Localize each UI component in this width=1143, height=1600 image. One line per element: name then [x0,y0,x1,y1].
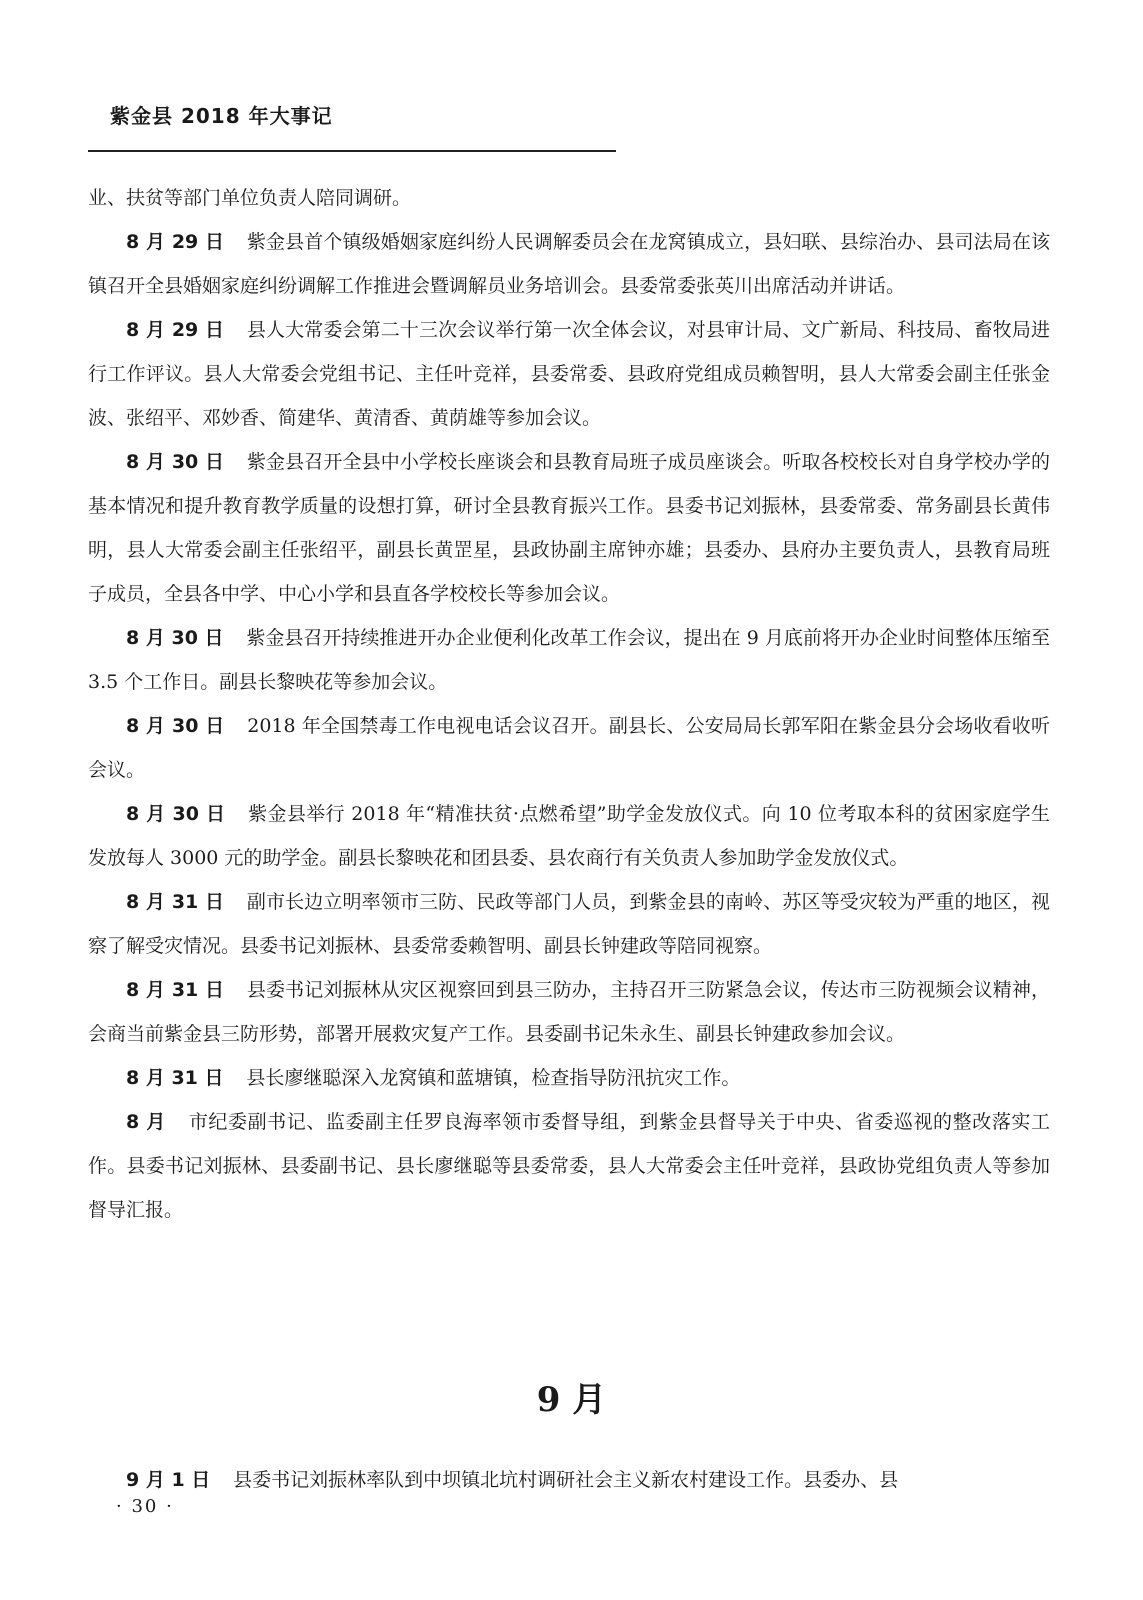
entry-paragraph [88,968,1050,1056]
entry-paragraph [88,616,1050,704]
entry-text: 2018 年全国禁毒工作电视电话会议召开。副县长、公安局局长郭军阳在紫金县分会场收看收听会议。 [88,715,1050,781]
entry-date: 8 月 30 日 [126,803,226,825]
entry-text: 市纪委副书记、监委副主任罗良海率领市委督导组，到紫金县督导关于中央、省委巡视的整改落实工作。县委书记刘振林、县委副书记、县长廖继聪等县委常委，县人大常委会主任叶竞祥，县政协党组负责人等参加督导汇报。 [88,1111,1050,1221]
entry-date: 8 月 30 日 [126,451,225,473]
page-number: · 30 · [116,1496,174,1517]
header-rule [88,150,616,152]
entry-text: 县长廖继聪深入龙窝镇和蓝塘镇，检查指导防汛抗灾工作。 [246,1067,741,1089]
entry-date: 8 月 30 日 [126,715,225,737]
entry-paragraph [88,308,1050,440]
running-head: 紫金县 2018 年大事记 [110,104,333,128]
month-heading: 9 月 [536,1380,607,1420]
entry-text: 紫金县首个镇级婚姻家庭纠纷人民调解委员会在龙窝镇成立，县妇联、县综治办、县司法局在该镇召开全县婚姻家庭纠纷调解工作推进会暨调解员业务培训会。县委常委张英川出席活动并讲话。 [88,231,1050,297]
entry-date: 8 月 29 日 [126,319,225,341]
entry-date: 9 月 1 日 [126,1469,211,1491]
entry-paragraph [88,704,1050,792]
entry-text: 县委书记刘振林率队到中坝镇北坑村调研社会主义新农村建设工作。县委办、县 [233,1469,899,1491]
entry-paragraph [88,880,1050,968]
entry-text: 紫金县召开全县中小学校长座谈会和县教育局班子成员座谈会。听取各校校长对自身学校办学的基本情况和提升教育教学质量的设想打算，研讨全县教育振兴工作。县委书记刘振林，县委常委、常务副县长黄伟明，县人大常委会副主任张绍平，副县长黄罡星，县政协副主席钟亦雄；县委办、县府办主要负责人，县教育局班子成员，全县各中学、中心小学和县直各学校校长等参加会议。 [88,451,1050,605]
entry-text: 副市长边立明率领市三防、民政等部门人员，到紫金县的南岭、苏区等受灾较为严重的地区，视察了解受灾情况。县委书记刘振林、县委常委赖智明、副县长钟建政等陪同视察。 [88,891,1050,957]
entry-date: 8 月 30 日 [126,627,224,649]
entry-date: 8 月 31 日 [126,891,225,913]
entry-paragraph [88,792,1050,880]
entry-date: 8 月 29 日 [126,231,225,253]
continuation-paragraph: 业、扶贫等部门单位负责人陪同调研。 [88,187,412,209]
entry-text: 县委书记刘振林从灾区视察回到县三防办，主持召开三防紧急会议，传达市三防视频会议精神，会商当前紫金县三防形势，部署开展救灾复产工作。县委副书记朱永生、副县长钟建政参加会议。 [88,979,1050,1045]
entry-paragraph [88,1100,1050,1232]
entry-paragraph [88,1458,1050,1502]
body-text [88,176,1050,1232]
entry-date: 8 月 31 日 [126,1067,224,1089]
entry-text: 紫金县举行 2018 年“精准扶贫·点燃希望”助学金发放仪式。向 10 位考取本科的贫困家庭学生发放每人 3000 元的助学金。副县长黎映花和团县委、县农商行有关负责人参加助学金发放仪式。 [88,803,1050,869]
entry-text: 紫金县召开持续推进开办企业便利化改革工作会议，提出在 9 月底前将开办企业时间整体压缩至 3.5 个工作日。副县长黎映花等参加会议。 [88,627,1050,693]
entry-paragraph [88,1056,1050,1100]
entry-text: 县人大常委会第二十三次会议举行第一次全体会议，对县审计局、文广新局、科技局、畜牧局进行工作评议。县人大常委会党组书记、主任叶竞祥，县委常委、县政府党组成员赖智明，县人大常委会副主任张金波、张绍平、邓妙香、简建华、黄清香、黄荫雄等参加会议。 [88,319,1050,429]
entry-paragraph [88,440,1050,616]
entry-paragraph [88,220,1050,308]
entry-date: 8 月 [126,1111,167,1133]
entry-date: 8 月 31 日 [126,979,225,1001]
